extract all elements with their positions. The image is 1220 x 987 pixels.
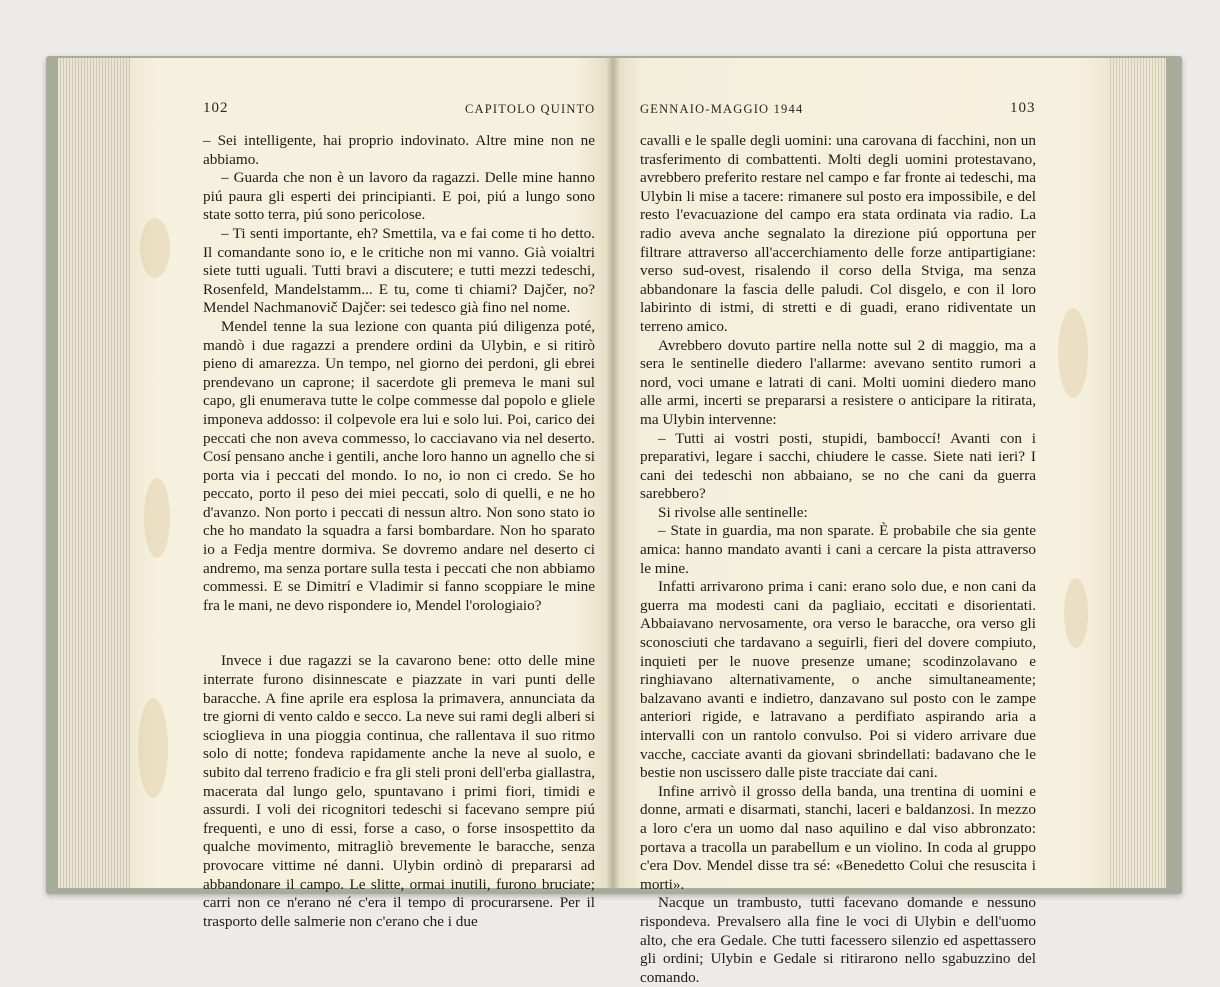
right-page-text xyxy=(640,132,1036,987)
paragraph: Invece i due ragazzi se la cavarono bene: otto delle mine interrate furono disinnescate e piazzate in vari punti delle baracche. A fine aprile era esplosa la primavera, annunciata da tre giorni di vento caldo e secco. La neve sui rami degli alberi si scioglieva in una pioggia continua, che rallentava il suo ritmo solo di notte; fondeva rapidamente anche la neve al suolo, e subito dal terreno fradicio e fra gli steli proni dell'erba giallastra, macerata dal lungo gelo, spuntavano i primi fiori, timidi e assurdi. I voli dei ricognitori tedeschi si facevano sempre piú frequenti, e uno di essi, forse a caso, o forse insospettito da qualche movimento, mitragliò brevemente le baracche, senza provocare vittime né danni. Ulybin ordinò di prepararsi ad abbandonare il campo. Le slitte, ormai inutili, furono bruciate; carri non ce n'erano né c'era il tempo di procurarsene. Per il trasporto delle salmerie non c'erano che i due xyxy=(203,652,595,930)
paragraph: cavalli e le spalle degli uomini: una carovana di facchini, non un trasferimento di combattenti. Molti degli uomini protestavano, avrebbero preferito restare nel campo e far fronte ai tedeschi, ma Ulybin li mise a tacere: rimanere sul posto era impossibile, e del resto l'evacuazione del campo era stata ordinata via radio. La radio aveva anche segnalato la direzione piú opportuna per filtrare attraverso all'accerchiamento delle forze antipartigiane: verso sud-ovest, risalendo il corso della Stviga, ma senza abbandonare la fascia delle paludi. Col disgelo, e con il loro labirinto di istmi, di stretti e di guadi, erano ridiventate un terreno amico. xyxy=(640,132,1036,335)
section-break xyxy=(203,615,595,652)
paragraph: Si rivolse alle sentinelle: xyxy=(658,503,808,521)
paragraph: – State in guardia, ma non sparate. È probabile che sia gente amica: hanno mandato avanti i cani a cercare la pista attraverso le mine. xyxy=(640,522,1036,577)
paragraph: – Guarda che non è un lavoro da ragazzi. Delle mine hanno piú paura gli esperti dei principianti. E poi, piú a lungo sono state sotto terra, piú sono pericolose. xyxy=(203,169,595,224)
paragraph: Nacque un trambusto, tutti facevano domande e nessuno rispondeva. Prevalsero alla fine le voci di Ulybin e dell'uomo alto, che era Gedale. Che tutti facessero silenzio ed aspettassero gli ordini; Ulybin e Gedale si ritirarono nello sgabuzzino del comando. xyxy=(640,894,1036,986)
running-head-right: GENNAIO-MAGGIO 1944 xyxy=(640,102,804,116)
foxing-stain xyxy=(1058,308,1088,398)
running-head-left: CAPITOLO QUINTO xyxy=(465,102,596,116)
foxing-stain xyxy=(138,698,168,798)
paragraph: – Ti senti importante, eh? Smettila, va e fai come ti ho detto. Il comandante sono io, e le critiche non mi vanno. Già voialtri siete tutti uguali. Tutti bravi a discutere; e tutti mezzi tedeschi, Rosenfeld, Mandelstamm... E tu, come ti chiami? Dajčer, no? Mendel Nachmanovič Dajčer: sei tedesco già fino nel nome. xyxy=(203,224,595,317)
foxing-stain xyxy=(144,478,170,558)
page-number-left: 102 xyxy=(203,100,229,116)
paragraph: Infatti arrivarono prima i cani: erano solo due, e non cani da guerra ma modesti cani da pagliaio, eccitati e disorientati. Abbaiavano nervosamente, ora verso le baracche, ora verso gli sconosciuti che tardavano a seguirli, fieri del dovere compiuto, inquieti per le nuove presenze umane; scodinzolavano e ringhiavano alternativamente, o anche simultaneamente; balzavano avanti e indietro, danzavano sul posto con le zampe anteriori rigide, e latravano a perdifiato aspirando aria a intervalli con un rantolo convulso. Poi si videro arrivare due vacche, cacciate avanti da giovani sbrindellati: badavano che le bestie non uscissero dalle piste tracciate dai cani. xyxy=(640,578,1036,782)
paragraph: Infine arrivò il grosso della banda, una trentina di uomini e donne, armati e disarmati, stanchi, laceri e baldanzosi. In mezzo a loro c'era un uomo dal naso aquilino e dal viso abbronzato: portava a tracolla un parabellum e un violino. In coda al gruppo c'era Dov. Mendel disse tra sé: «Benedetto Colui che resuscita i morti». xyxy=(640,782,1036,893)
paragraph: Mendel tenne la sua lezione con quanta piú diligenza poté, mandò i due ragazzi a prendere ordini da Ulybin, e si ritirò pieno di amarezza. Un tempo, nel giorno dei perdoni, gli ebrei prendevano un caprone; il sacerdote gli premeva le mani sul capo, gli enumerava tutte le colpe commesse dal popolo e gliele imponeva addosso: il colpevole era lui e solo lui. Poi, carico dei peccati che non aveva commesso, lo cacciavano via nel deserto. Cosí pensano anche i gentili, anche loro hanno un agnello che si porta via i peccati del mondo. Io no, io non ci credo. Se ho peccato, porto il peso dei miei peccati, solo di quelli, e ne ho d'avanzo. Non porto i peccati di nessun altro. Non sono stato io che ho mandato la squadra a farsi bombardare. Non ho sparato io a Fedja mentre dormiva. Se dovremo andare nel deserto ci andremo, ma senza portare sulla testa i peccati che non abbiamo commessi. E se Dimitrí e Vladimir si fanno scoppiare le mine fra le mani, ne devo rispondere io, Mendel l'orologiaio? xyxy=(203,317,595,614)
page-number-right: 103 xyxy=(1010,100,1036,116)
left-page-text xyxy=(203,132,595,931)
book-gutter xyxy=(606,58,620,888)
foxing-stain xyxy=(140,218,170,278)
page-edges-left xyxy=(58,58,138,888)
paragraph: – Tutti ai vostri posti, stupidi, bamboccí! Avanti con i preparativi, legare i sacchi, chiudere le casse. Siete nati ieri? I cani dei tedeschi non abbaiano, se no che cani da guerra sarebbero? xyxy=(640,429,1036,503)
paragraph: – Sei intelligente, hai proprio indovinato. Altre mine non ne abbiamo. xyxy=(203,132,595,168)
foxing-stain xyxy=(1064,578,1088,648)
paragraph: Avrebbero dovuto partire nella notte sul 2 di maggio, ma a sera le sentinelle diedero l'allarme: avevano sentito rumori a nord, voci umane e latrati di cani. Molti uomini diedero mano alle armi, incerti se prepararsi a resistere o anticipare la ritirata, ma Ulybin intervenne: xyxy=(640,336,1036,428)
